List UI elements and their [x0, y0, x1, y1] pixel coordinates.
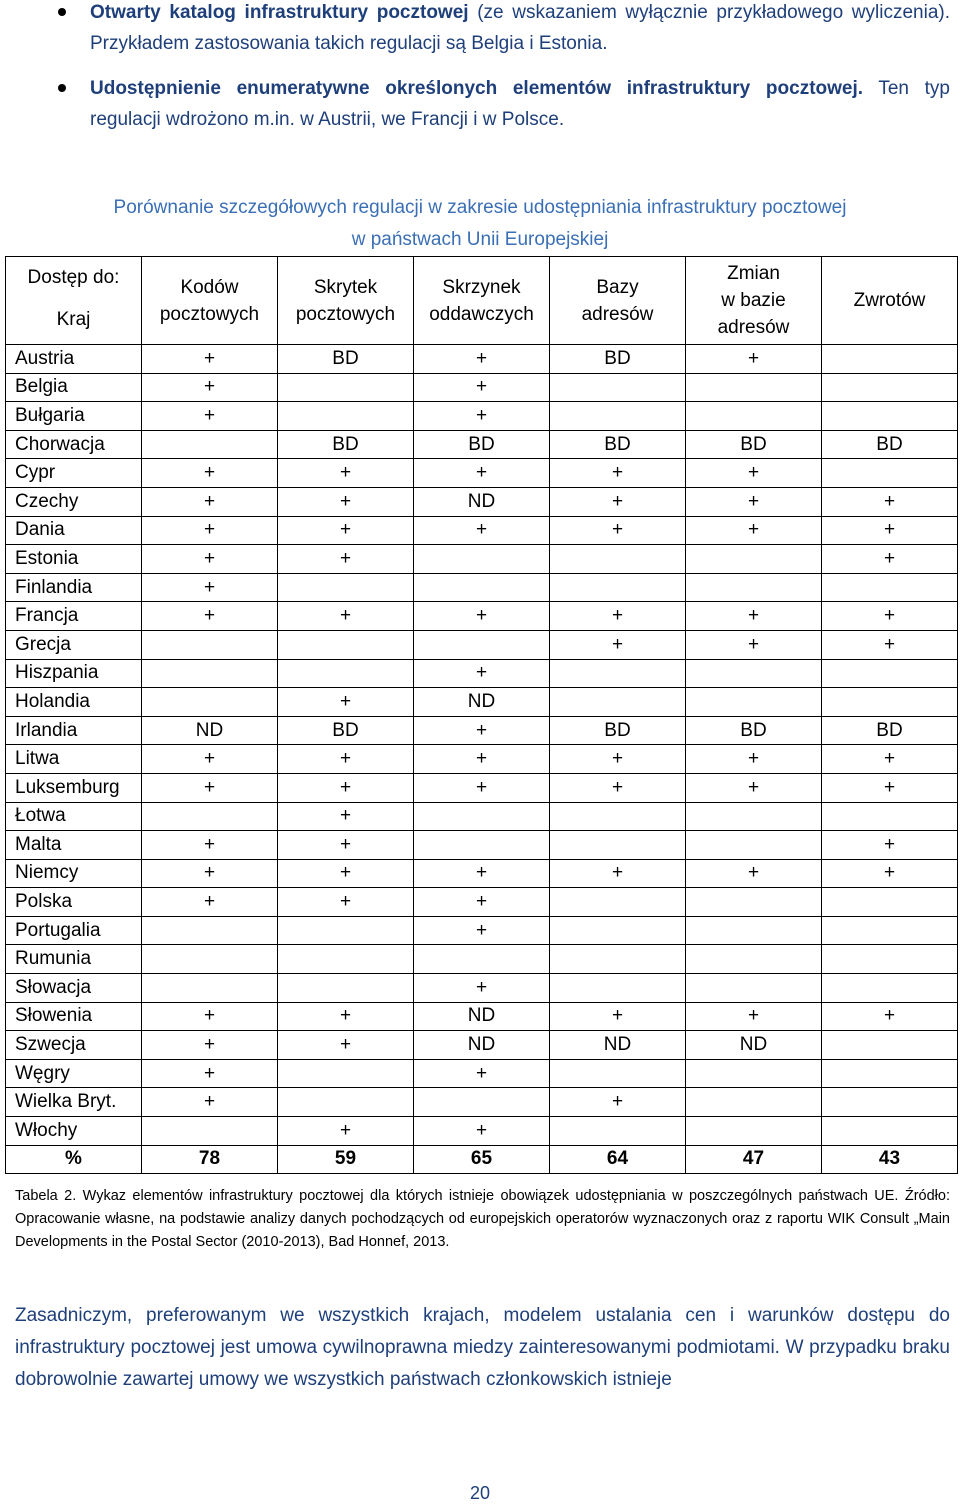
table-cell — [550, 373, 686, 402]
table-cell: + — [142, 459, 278, 488]
table-cell — [550, 916, 686, 945]
table-cell: + — [822, 630, 958, 659]
table-cell: + — [414, 916, 550, 945]
table-cell: BD — [550, 430, 686, 459]
table-row — [6, 1059, 958, 1088]
table-cell — [822, 659, 958, 688]
table-cell — [550, 945, 686, 974]
table-cell: BD — [278, 716, 414, 745]
country-cell: Słowacja — [6, 974, 142, 1003]
header-po-boxes: Skrytek pocztowych — [278, 257, 414, 345]
table-cell — [822, 888, 958, 917]
table-cell — [822, 373, 958, 402]
table-cell: + — [822, 773, 958, 802]
table-cell: + — [550, 1088, 686, 1117]
country-cell: Węgry — [6, 1059, 142, 1088]
table-row — [6, 459, 958, 488]
table-cell: + — [278, 688, 414, 717]
bullet-list — [50, 0, 950, 135]
country-cell: Austria — [6, 345, 142, 374]
country-cell: Słowenia — [6, 1002, 142, 1031]
table-cell — [686, 688, 822, 717]
table-cell — [278, 373, 414, 402]
table-cell: + — [550, 459, 686, 488]
table-cell — [822, 345, 958, 374]
table-cell: + — [142, 573, 278, 602]
percent-cell: 78 — [142, 1145, 278, 1174]
table-cell: BD — [414, 430, 550, 459]
table-cell: BD — [550, 716, 686, 745]
percent-row — [6, 1145, 958, 1174]
table-cell — [550, 545, 686, 574]
table-cell: ND — [142, 716, 278, 745]
table-cell: + — [142, 1002, 278, 1031]
table-cell: BD — [822, 430, 958, 459]
table-cell — [142, 688, 278, 717]
table-cell: + — [142, 773, 278, 802]
table-cell: BD — [278, 430, 414, 459]
country-cell: Litwa — [6, 745, 142, 774]
header-corner — [6, 257, 142, 345]
table-cell: + — [278, 888, 414, 917]
bullet-item — [50, 73, 950, 135]
table-header-row — [6, 257, 958, 345]
table-row — [6, 745, 958, 774]
body-paragraph: Zasadniczym, preferowanym we wszystkich krajach, modelem ustalania cen i warunków dostępu do infrastruktury pocztowej jest umowa cywilnoprawna miedzy zainteresowanymi podmiotami. W przypadku braku dobrowolnie zawartej umowy we wszystkich państwach członkowskich istnieje — [15, 1305, 950, 1390]
table-cell — [278, 1059, 414, 1088]
table-cell: + — [142, 745, 278, 774]
table-cell: + — [414, 859, 550, 888]
table-cell — [278, 573, 414, 602]
country-cell: Chorwacja — [6, 430, 142, 459]
table-cell — [278, 974, 414, 1003]
country-cell: Irlandia — [6, 716, 142, 745]
table-cell: + — [822, 545, 958, 574]
table-cell — [822, 1117, 958, 1146]
table-cell: + — [414, 974, 550, 1003]
table-cell: + — [550, 516, 686, 545]
table-cell — [686, 659, 822, 688]
table-cell — [142, 630, 278, 659]
table-row — [6, 659, 958, 688]
table-cell: + — [686, 859, 822, 888]
table-body — [6, 345, 958, 1174]
country-cell: Hiszpania — [6, 659, 142, 688]
table-cell: + — [550, 773, 686, 802]
table-cell — [414, 545, 550, 574]
table-row — [6, 688, 958, 717]
table-cell: BD — [686, 430, 822, 459]
table-cell — [278, 945, 414, 974]
table-row — [6, 916, 958, 945]
table-cell: ND — [686, 1031, 822, 1060]
table-cell — [414, 630, 550, 659]
table-cell: + — [550, 745, 686, 774]
table-cell: + — [414, 1117, 550, 1146]
header-mailboxes: Skrzynek oddawczych — [414, 257, 550, 345]
table-cell: + — [278, 516, 414, 545]
table-cell: + — [142, 1031, 278, 1060]
table-cell: + — [142, 373, 278, 402]
country-cell: Polska — [6, 888, 142, 917]
table-cell: + — [142, 487, 278, 516]
table-title-line-1: Porównanie szczegółowych regulacji w zakresie udostępniania infrastruktury pocztowej — [113, 197, 847, 218]
table-cell — [550, 831, 686, 860]
table-cell: + — [414, 1059, 550, 1088]
table-cell: + — [822, 516, 958, 545]
table-cell — [686, 945, 822, 974]
table-cell — [278, 1088, 414, 1117]
country-cell: Belgia — [6, 373, 142, 402]
table-cell: + — [414, 659, 550, 688]
table-cell — [278, 402, 414, 431]
table-cell: + — [142, 402, 278, 431]
country-cell: Łotwa — [6, 802, 142, 831]
table-cell: + — [142, 831, 278, 860]
table-row — [6, 1117, 958, 1146]
header-country-label: Kraj — [56, 309, 91, 330]
table-cell: + — [686, 459, 822, 488]
table-cell — [550, 1117, 686, 1146]
table-cell — [550, 888, 686, 917]
table-cell: + — [414, 716, 550, 745]
percent-label-cell: % — [6, 1145, 142, 1174]
bullet-dot-icon — [58, 8, 66, 16]
bullet-dot-icon — [58, 84, 66, 92]
table-cell — [686, 545, 822, 574]
table-cell: + — [414, 402, 550, 431]
table-cell — [414, 802, 550, 831]
table-cell — [822, 573, 958, 602]
table-title-line-2: w państwach Unii Europejskiej — [351, 229, 609, 250]
table-cell — [822, 1059, 958, 1088]
table-cell — [414, 945, 550, 974]
table-cell: + — [686, 345, 822, 374]
header-postal-codes: Kodów pocztowych — [142, 257, 278, 345]
table-cell — [822, 688, 958, 717]
table-cell: ND — [550, 1031, 686, 1060]
table-cell: ND — [414, 688, 550, 717]
table-cell: + — [414, 888, 550, 917]
table-cell — [822, 402, 958, 431]
table-cell — [550, 802, 686, 831]
table-cell: + — [278, 459, 414, 488]
table-cell: ND — [414, 487, 550, 516]
table-cell: + — [686, 602, 822, 631]
table-cell: + — [550, 630, 686, 659]
table-cell: + — [278, 1002, 414, 1031]
table-cell: BD — [550, 345, 686, 374]
table-cell — [686, 802, 822, 831]
table-cell — [414, 831, 550, 860]
table-row — [6, 974, 958, 1003]
table-cell — [142, 659, 278, 688]
table-cell: + — [142, 602, 278, 631]
table-cell: + — [414, 773, 550, 802]
table-cell: BD — [686, 716, 822, 745]
table-cell: + — [414, 459, 550, 488]
country-cell: Holandia — [6, 688, 142, 717]
table-cell — [142, 945, 278, 974]
table-cell: + — [278, 545, 414, 574]
table-cell: + — [142, 545, 278, 574]
bullet-item — [50, 0, 950, 59]
table-row — [6, 345, 958, 374]
table-cell — [278, 659, 414, 688]
table-row — [6, 859, 958, 888]
table-row — [6, 802, 958, 831]
table-cell: + — [550, 1002, 686, 1031]
table-row — [6, 516, 958, 545]
table-row — [6, 831, 958, 860]
table-cell — [414, 573, 550, 602]
bullet-strong-text: Udostępnienie enumeratywne określonych elementów infrastruktury pocztowej. — [90, 78, 864, 99]
table-cell: + — [278, 745, 414, 774]
table-cell: BD — [822, 716, 958, 745]
table-cell: + — [278, 1117, 414, 1146]
country-cell: Szwecja — [6, 1031, 142, 1060]
table-cell — [686, 916, 822, 945]
table-cell: + — [686, 773, 822, 802]
table-cell — [550, 659, 686, 688]
country-cell: Malta — [6, 831, 142, 860]
table-row — [6, 1031, 958, 1060]
table-cell: ND — [414, 1031, 550, 1060]
table-cell — [686, 1059, 822, 1088]
table-cell: + — [550, 602, 686, 631]
table-cell — [686, 402, 822, 431]
percent-cell: 59 — [278, 1145, 414, 1174]
country-cell: Portugalia — [6, 916, 142, 945]
table-cell: + — [550, 859, 686, 888]
table-cell: + — [822, 831, 958, 860]
country-cell: Włochy — [6, 1117, 142, 1146]
table-cell: BD — [278, 345, 414, 374]
page-number: 20 — [469, 1483, 491, 1503]
table-cell — [142, 974, 278, 1003]
country-cell: Czechy — [6, 487, 142, 516]
table-row — [6, 630, 958, 659]
country-cell: Dania — [6, 516, 142, 545]
table-cell — [686, 974, 822, 1003]
country-cell: Francja — [6, 602, 142, 631]
table-row — [6, 573, 958, 602]
header-returns: Zwrotów — [822, 257, 958, 345]
table-cell — [822, 802, 958, 831]
table-cell: + — [278, 487, 414, 516]
table-cell — [686, 1117, 822, 1146]
table-cell: + — [822, 745, 958, 774]
table-cell — [142, 916, 278, 945]
table-cell — [550, 573, 686, 602]
table-row — [6, 773, 958, 802]
country-cell: Finlandia — [6, 573, 142, 602]
table-row — [6, 402, 958, 431]
table-cell: + — [686, 487, 822, 516]
table-row — [6, 1002, 958, 1031]
table-cell: ND — [414, 1002, 550, 1031]
table-caption: Tabela 2. Wykaz elementów infrastruktury pocztowej dla których istnieje obowiązek udostępniania w poszczególnych państwach UE. Źródło: Opracowanie własne, na podstawie analizy danych pochodzących od europejskich operatorów wyznaczonych oraz z raportu WIK Consult „Main Developments in the Postal Sector (2010-2013), Bad Honnef, 2013. — [15, 1188, 950, 1250]
table-cell: + — [142, 888, 278, 917]
table-cell: + — [550, 487, 686, 516]
table-cell — [686, 373, 822, 402]
table-cell: + — [822, 487, 958, 516]
table-cell: + — [414, 602, 550, 631]
table-cell — [550, 402, 686, 431]
table-cell — [550, 688, 686, 717]
header-access-label: Dostęp do: — [27, 267, 120, 288]
table-cell — [142, 1117, 278, 1146]
table-row — [6, 945, 958, 974]
table-row — [6, 1088, 958, 1117]
table-cell — [550, 1059, 686, 1088]
table-cell — [686, 1088, 822, 1117]
table-cell: + — [142, 345, 278, 374]
table-cell — [686, 831, 822, 860]
table-cell: + — [686, 745, 822, 774]
table-cell: + — [414, 745, 550, 774]
table-cell — [278, 916, 414, 945]
table-cell: + — [142, 1059, 278, 1088]
table-cell — [822, 974, 958, 1003]
table-cell — [822, 1088, 958, 1117]
table-row — [6, 487, 958, 516]
table-cell — [822, 1031, 958, 1060]
header-address-changes: Zmian w bazie adresów — [686, 257, 822, 345]
table-cell — [686, 888, 822, 917]
table-row — [6, 430, 958, 459]
table-cell: + — [414, 345, 550, 374]
table-cell — [414, 1088, 550, 1117]
table-cell — [822, 459, 958, 488]
percent-cell: 43 — [822, 1145, 958, 1174]
country-cell: Luksemburg — [6, 773, 142, 802]
table-cell: + — [278, 773, 414, 802]
table-cell: + — [686, 1002, 822, 1031]
table-cell — [822, 945, 958, 974]
bullet-strong-text: Otwarty katalog infrastruktury pocztowej — [90, 2, 469, 23]
table-cell — [142, 802, 278, 831]
country-cell: Wielka Bryt. — [6, 1088, 142, 1117]
header-address-db: Bazy adresów — [550, 257, 686, 345]
table-cell: + — [142, 1088, 278, 1117]
table-cell: + — [142, 516, 278, 545]
country-cell: Rumunia — [6, 945, 142, 974]
table-cell: + — [278, 602, 414, 631]
country-cell: Cypr — [6, 459, 142, 488]
percent-cell: 65 — [414, 1145, 550, 1174]
table-row — [6, 602, 958, 631]
country-cell: Grecja — [6, 630, 142, 659]
table-cell: + — [822, 1002, 958, 1031]
table-cell: + — [142, 859, 278, 888]
table-row — [6, 716, 958, 745]
table-row — [6, 888, 958, 917]
table-cell: + — [278, 1031, 414, 1060]
table-cell: + — [278, 859, 414, 888]
bullet-text: (ze wskazaniem wyłącznie przykładowego wyliczenia). Przykładem zastosowania takich regulacji są Belgia i Estonia. — [90, 2, 950, 54]
percent-cell: 64 — [550, 1145, 686, 1174]
percent-cell: 47 — [686, 1145, 822, 1174]
table-cell: + — [278, 831, 414, 860]
country-cell: Estonia — [6, 545, 142, 574]
table-cell — [550, 974, 686, 1003]
table-cell: + — [414, 516, 550, 545]
table-cell — [142, 430, 278, 459]
table-row — [6, 373, 958, 402]
table-cell: + — [686, 630, 822, 659]
regulation-table — [5, 256, 958, 1174]
table-cell — [686, 573, 822, 602]
country-cell: Bułgaria — [6, 402, 142, 431]
table-cell — [278, 630, 414, 659]
bullet-text: Ten typ regulacji wdrożono m.in. w Austrii, we Francji i w Polsce. — [90, 78, 950, 130]
country-cell: Niemcy — [6, 859, 142, 888]
table-cell: + — [686, 516, 822, 545]
table-cell: + — [414, 373, 550, 402]
table-cell: + — [822, 602, 958, 631]
table-cell — [822, 916, 958, 945]
table-cell: + — [278, 802, 414, 831]
table-cell: + — [822, 859, 958, 888]
table-row — [6, 545, 958, 574]
